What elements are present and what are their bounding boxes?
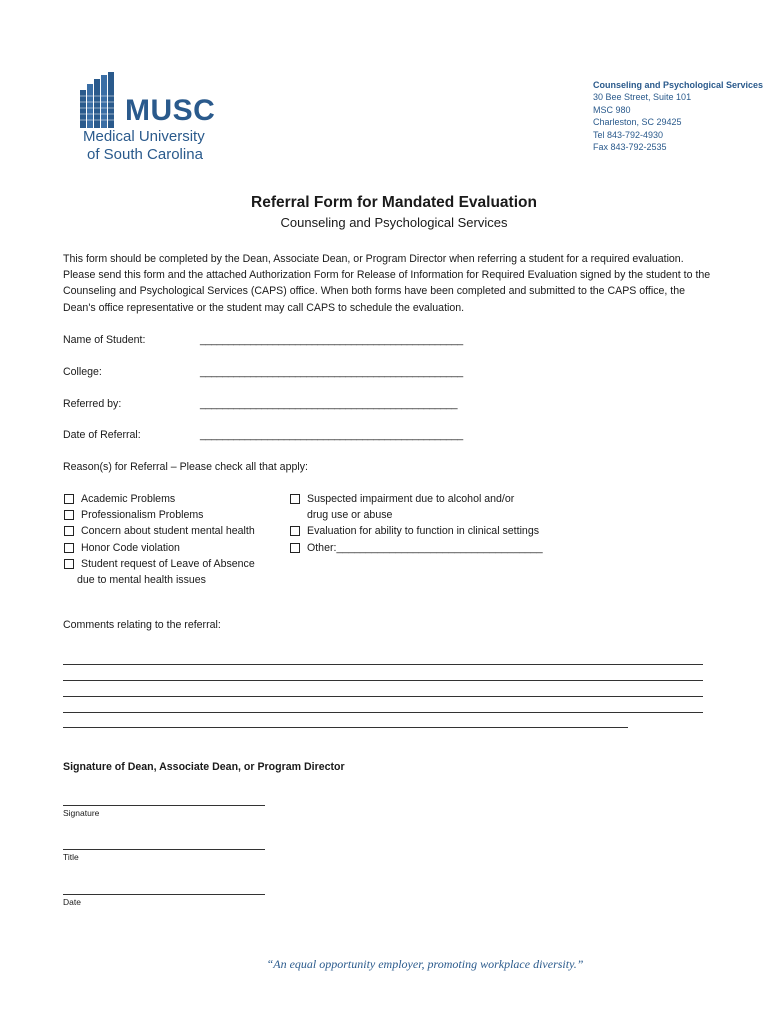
college-label: College:	[63, 366, 102, 378]
reason-professionalism[interactable]	[63, 507, 283, 523]
checkbox[interactable]	[290, 543, 300, 553]
checkbox[interactable]	[64, 494, 74, 504]
address-org: Counseling and Psychological Services	[593, 80, 764, 90]
reason-label: Honor Code violation	[81, 541, 180, 554]
reason-substance[interactable]	[289, 491, 579, 507]
comment-line[interactable]	[63, 727, 628, 728]
reason-other[interactable]	[289, 540, 579, 556]
title-line[interactable]	[63, 849, 265, 850]
checkbox[interactable]	[64, 559, 74, 569]
reason-label: Suspected impairment due to alcohol and/or	[307, 493, 515, 505]
logo-university-name-line2: of South Carolina	[87, 146, 203, 163]
date-line[interactable]	[63, 894, 265, 895]
referred-by-field[interactable]: ______________________________________________	[200, 398, 458, 410]
address-block	[593, 79, 763, 153]
checkbox[interactable]	[64, 526, 74, 536]
student-name-label: Name of Student:	[63, 334, 146, 346]
reason-mental-health[interactable]	[63, 523, 283, 539]
referred-by-label: Referred by:	[63, 398, 122, 410]
checkbox[interactable]	[64, 510, 74, 520]
logo-wordmark: MUSC	[125, 94, 216, 127]
date-caption: Date	[63, 897, 81, 907]
footer-quote: “An equal opportunity employer, promoting workplace diversity.”	[266, 957, 584, 971]
reason-leave-of-absence-cont: due to mental health issues	[77, 574, 206, 587]
comment-line[interactable]	[63, 664, 703, 665]
reasons-heading: Reason(s) for Referral – Please check all that apply:	[63, 461, 308, 473]
reason-other-field[interactable]: Other:___________________________________	[307, 541, 543, 554]
form-title: Referral Form for Mandated Evaluation	[251, 194, 537, 211]
referral-date-field[interactable]: _______________________________________________	[200, 429, 463, 441]
student-name-field[interactable]: _______________________________________________	[200, 334, 463, 346]
reason-leave-of-absence[interactable]	[63, 556, 283, 572]
intro-paragraph: This form should be completed by the Dean, Associate Dean, or Program Director when referring a student for a required evaluation. Please send this form and the attached Authorization Form for Release of Information for Required Evaluation signed by the student to the Counseling and Psychological Services (CAPS) office. When both forms have been completed and submitted to the CAPS office, the Dean's office representative or the student may call CAPS to schedule the evaluation.	[63, 253, 711, 314]
comment-line[interactable]	[63, 712, 703, 713]
comment-line[interactable]	[63, 696, 703, 697]
signature-caption: Signature	[63, 808, 100, 818]
reason-honor-code[interactable]	[63, 540, 283, 556]
signature-heading: Signature of Dean, Associate Dean, or Program Director	[63, 761, 345, 773]
address-fax: Fax 843-792-2535	[593, 142, 667, 153]
reason-label: Evaluation for ability to function in clinical settings	[307, 525, 540, 538]
address-city: Charleston, SC 29425	[593, 117, 682, 128]
address-street: 30 Bee Street, Suite 101	[593, 92, 692, 103]
address-box: MSC 980	[593, 104, 631, 115]
reason-substance-cont: drug use or abuse	[307, 509, 393, 522]
checkbox[interactable]	[290, 494, 300, 504]
reasons-left-list	[63, 491, 283, 588]
signature-line[interactable]	[63, 805, 265, 806]
address-tel: Tel 843-792-4930	[593, 129, 664, 140]
logo-university-name-line1: Medical University	[83, 128, 205, 145]
college-field[interactable]: _______________________________________________	[200, 366, 463, 378]
reasons-right-list	[289, 491, 579, 556]
reason-label: Student request of Leave of Absence	[81, 557, 255, 570]
form-subtitle: Counseling and Psychological Services	[280, 215, 508, 230]
comments-label: Comments relating to the referral:	[63, 619, 221, 631]
reason-label: Professionalism Problems	[81, 509, 204, 522]
reason-clinical-ability[interactable]	[289, 523, 579, 539]
reason-academic[interactable]	[63, 491, 283, 507]
reason-label: Concern about student mental health	[81, 525, 255, 538]
checkbox[interactable]	[290, 526, 300, 536]
referral-date-label: Date of Referral:	[63, 429, 141, 441]
reason-label: Academic Problems	[81, 493, 176, 505]
comment-line[interactable]	[63, 680, 703, 681]
title-caption: Title	[63, 852, 79, 862]
checkbox[interactable]	[64, 543, 74, 553]
